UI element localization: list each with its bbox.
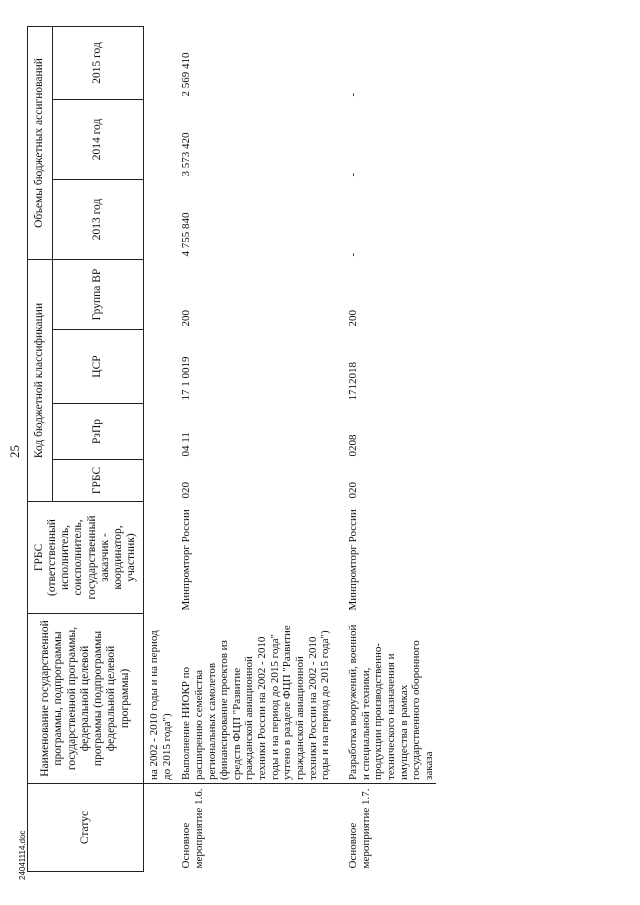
status-cell: Основное мероприятие 1.7.: [333, 784, 436, 872]
document-filename: 24041114.doc: [18, 830, 27, 880]
budget-table: [27, 26, 436, 872]
header-budget-volumes: Объемы бюджетных ассигнований: [28, 26, 53, 259]
header-year-2015: 2015 год: [53, 26, 144, 99]
rzpr-cell: 0208: [346, 434, 359, 457]
executor-cell: Минпромторг России: [346, 509, 359, 611]
table-row: [333, 26, 436, 871]
page-number: 25: [7, 445, 22, 458]
csr-cell: 1712018: [346, 362, 359, 401]
header-status: Статус: [28, 784, 144, 872]
grbs-cell: 020: [346, 482, 359, 499]
table-row: [174, 26, 333, 871]
year-2013-cell: 4 755 840: [180, 212, 193, 257]
year-2013-cell: -: [346, 252, 359, 257]
header-rzpr: РзПр: [53, 404, 144, 460]
program-name-cell: Выполнение НИОКР по расширению семейства региональных самолетов (финансирование проектов из средств ФЦП "Развитие гражданской авиационной техники России на 2002 - 2010 годы и на период до 2015 года" учтено в разделе ФЦП "Развитие гражданской авиационной техники России на 2002 - 2010 годы и на период до 2015 года"): [180, 625, 332, 780]
document-reference: [8, 830, 27, 900]
program-name-cell: Разработка вооружений, военной и специальной техники, продукции производственно-технического назначения и имущества в рамках государственного оборонного заказа: [346, 624, 435, 780]
table-row-continuation: [144, 26, 175, 871]
status-cell: [144, 784, 175, 872]
header-vr: Группа ВР: [53, 259, 144, 329]
csr-cell: 17 1 0019: [180, 356, 193, 401]
year-2015-cell: 2 569 410: [180, 52, 193, 97]
executor-cell: Минпромторг России: [180, 509, 193, 611]
vr-cell: 200: [346, 310, 359, 327]
header-grbs: ГРБС: [53, 460, 144, 502]
header-year-2013: 2013 год: [53, 179, 144, 259]
grbs-cell: 020: [180, 482, 193, 499]
header-budget-code: Код бюджетной классификации: [28, 259, 53, 501]
vr-cell: 200: [180, 310, 193, 327]
header-executor: ГРБС (ответственный исполнитель, соисполнитель, государственный заказчик - координатор, участник): [28, 502, 144, 614]
status-cell: Основное мероприятие 1.6.: [174, 784, 333, 872]
year-2014-cell: 3 573 420: [180, 132, 193, 177]
header-program-name: Наименование государственной программы, подпрограммы государственной программы, федеральной целевой программы (подпрограммы федеральной целевой программы): [28, 614, 144, 784]
header-csr: ЦСР: [53, 330, 144, 404]
continuation-text: на 2002 - 2010 годы и на период до 2015 года"): [148, 630, 173, 780]
header-year-2014: 2014 год: [53, 99, 144, 179]
year-2014-cell: -: [346, 172, 359, 177]
year-2015-cell: -: [346, 92, 359, 97]
rzpr-cell: 04 11: [180, 432, 193, 457]
